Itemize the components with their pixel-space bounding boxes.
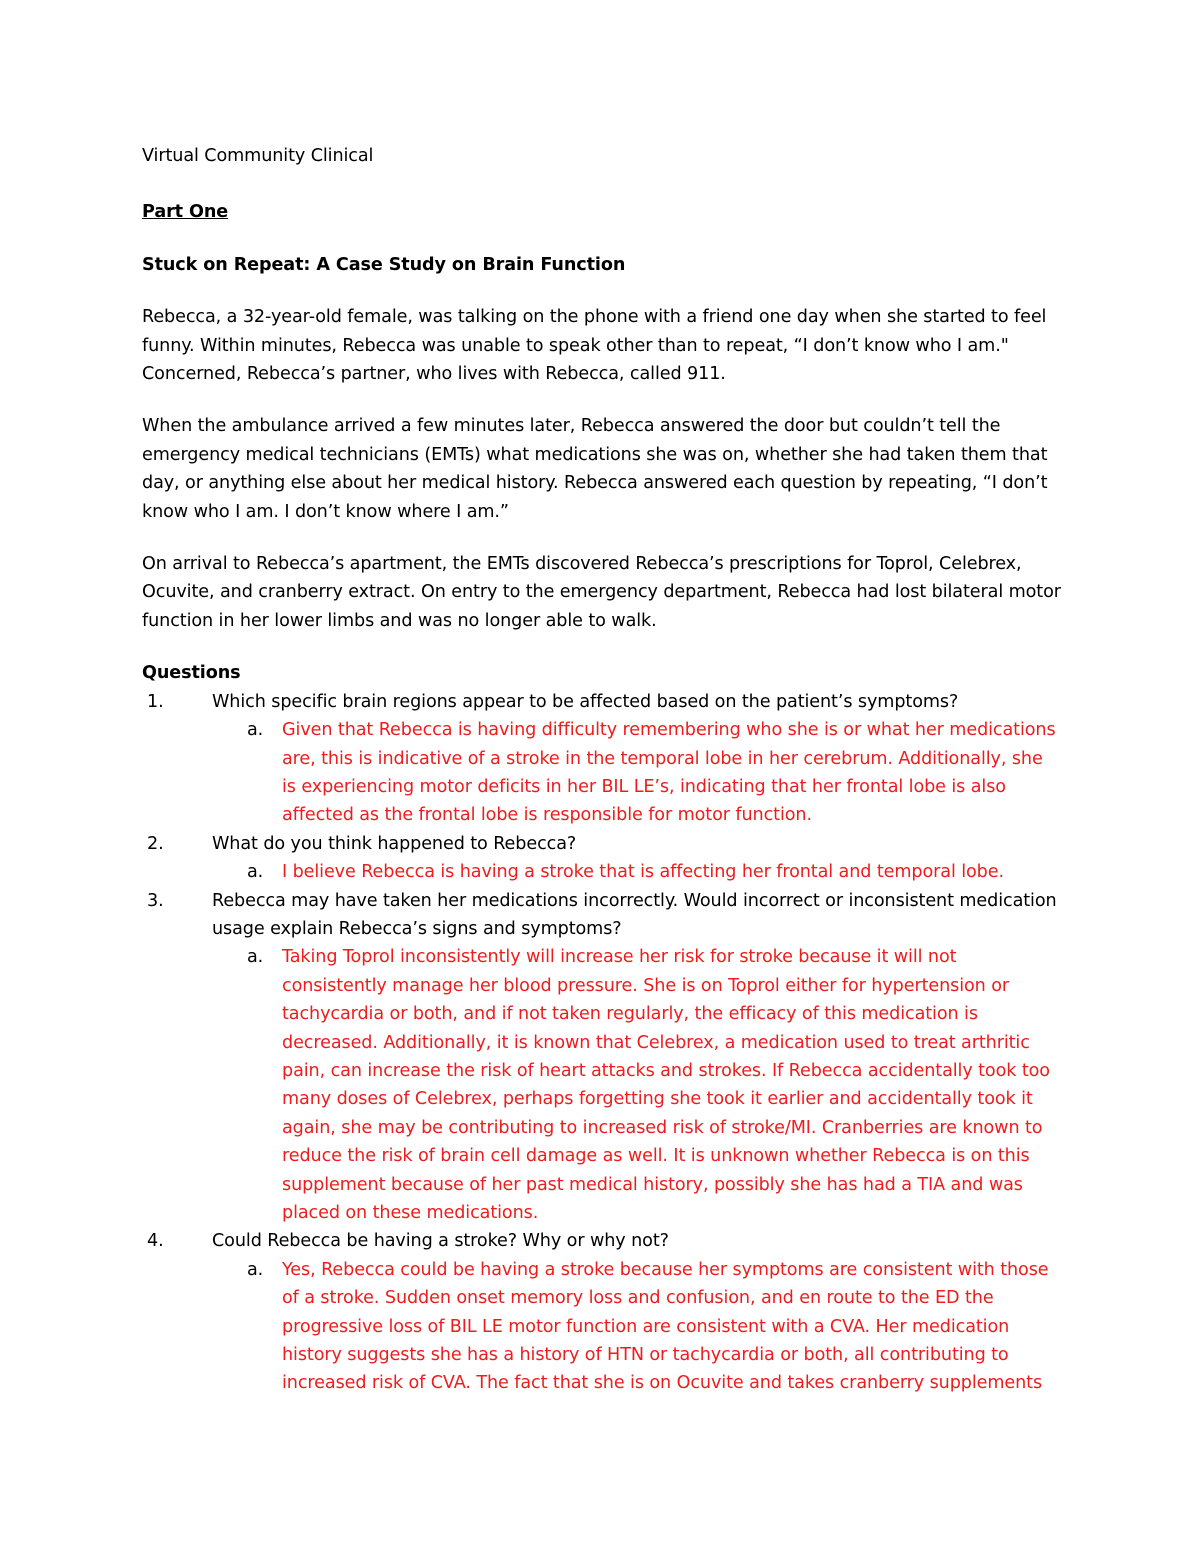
answer-text: I believe Rebecca is having a stroke that is affecting her frontal and temporal lobe.	[282, 862, 1004, 883]
answer-letter: a.	[247, 720, 264, 741]
question-number: 4.	[147, 1231, 164, 1252]
case-paragraph-1: Rebecca, a 32-year-old female, was talking on the phone with a friend one day when she started to feel funny. Within minutes, Rebecca was unable to speak other than to repeat, “I don’t know who I am." Concerned, Rebecca’s partner, who lives with Rebecca, called 911.	[142, 307, 1047, 385]
question-number: 3.	[147, 890, 164, 911]
question-text: Which specific brain regions appear to be affected based on the patient’s symptoms?	[212, 691, 959, 712]
case-paragraph-2: When the ambulance arrived a few minutes later, Rebecca answered the door but couldn’t tell the emergency medical technicians (EMTs) what medications she was on, whether she had taken them that day, or anything else about her medical history. Rebecca answered each question by repeating, “I don’t know who I am. I don’t know where I am.”	[142, 416, 1048, 522]
question-number: 2.	[147, 833, 164, 854]
answer-letter: a.	[247, 947, 264, 968]
answer-text: Given that Rebecca is having difficulty remembering who she is or what her medications are, this is indicative of a stroke in the temporal lobe in her cerebrum. Additionally, she is experiencing motor deficits in her BIL LE’s, indicating that her frontal lobe is also affected as the frontal lobe is responsible for motor function.	[282, 720, 1056, 826]
question-item-2	[142, 830, 1070, 887]
case-paragraph-3: On arrival to Rebecca’s apartment, the EMTs discovered Rebecca’s prescriptions for Toprol, Celebrex, Ocuvite, and cranberry extract. On entry to the emergency department, Rebecca had lost bilateral motor function in her lower limbs and was no longer able to walk.	[142, 554, 1061, 631]
question-text: What do you think happened to Rebecca?	[212, 833, 577, 854]
answer-letter: a.	[247, 862, 264, 883]
case-study-title: Stuck on Repeat: A Case Study on Brain Function	[142, 254, 626, 275]
question-item-3	[142, 887, 1070, 1228]
question-list	[142, 688, 1070, 1398]
answer-item	[212, 858, 1070, 886]
part-title: Part One	[142, 202, 229, 223]
answer-letter: a.	[247, 1259, 264, 1280]
question-number: 1.	[147, 691, 164, 712]
question-text: Could Rebecca be having a stroke? Why or why not?	[212, 1231, 669, 1252]
answer-text: Yes, Rebecca could be having a stroke because her symptoms are consistent with those of a stroke. Sudden onset memory loss and confusion, and en route to the ED the progressive loss of BIL LE motor function are consistent with a CVA. Her medication history suggests she has a history of HTN or tachycardia or both, all contributing to increased risk of CVA. The fact that she is on Ocuvite and takes cranberry supplements	[282, 1259, 1049, 1394]
answer-item	[212, 1256, 1070, 1398]
answer-item	[212, 943, 1070, 1227]
document-title: Virtual Community Clinical	[142, 146, 374, 166]
question-item-4	[142, 1227, 1070, 1397]
questions-heading: Questions	[142, 663, 241, 684]
answer-item	[212, 716, 1070, 830]
question-text: Rebecca may have taken her medications incorrectly. Would incorrect or inconsistent medication usage explain Rebecca’s signs and symptoms?	[212, 890, 1057, 939]
answer-text: Taking Toprol inconsistently will increase her risk for stroke because it will not consistently manage her blood pressure. She is on Toprol either for hypertension or tachycardia or both, and if not taken regularly, the efficacy of this medication is decreased. Additionally, it is known that Celebrex, a medication used to treat arthritic pain, can increase the risk of heart attacks and strokes. If Rebecca accidentally took too many doses of Celebrex, perhaps forgetting she took it earlier and accidentally took it again, she may be contributing to increased risk of stroke/MI. Cranberries are known to reduce the risk of brain cell damage as well. It is unknown whether Rebecca is on this supplement because of her past medical history, possibly she has had a TIA and was placed on these medications.	[282, 947, 1050, 1223]
question-item-1	[142, 688, 1070, 830]
